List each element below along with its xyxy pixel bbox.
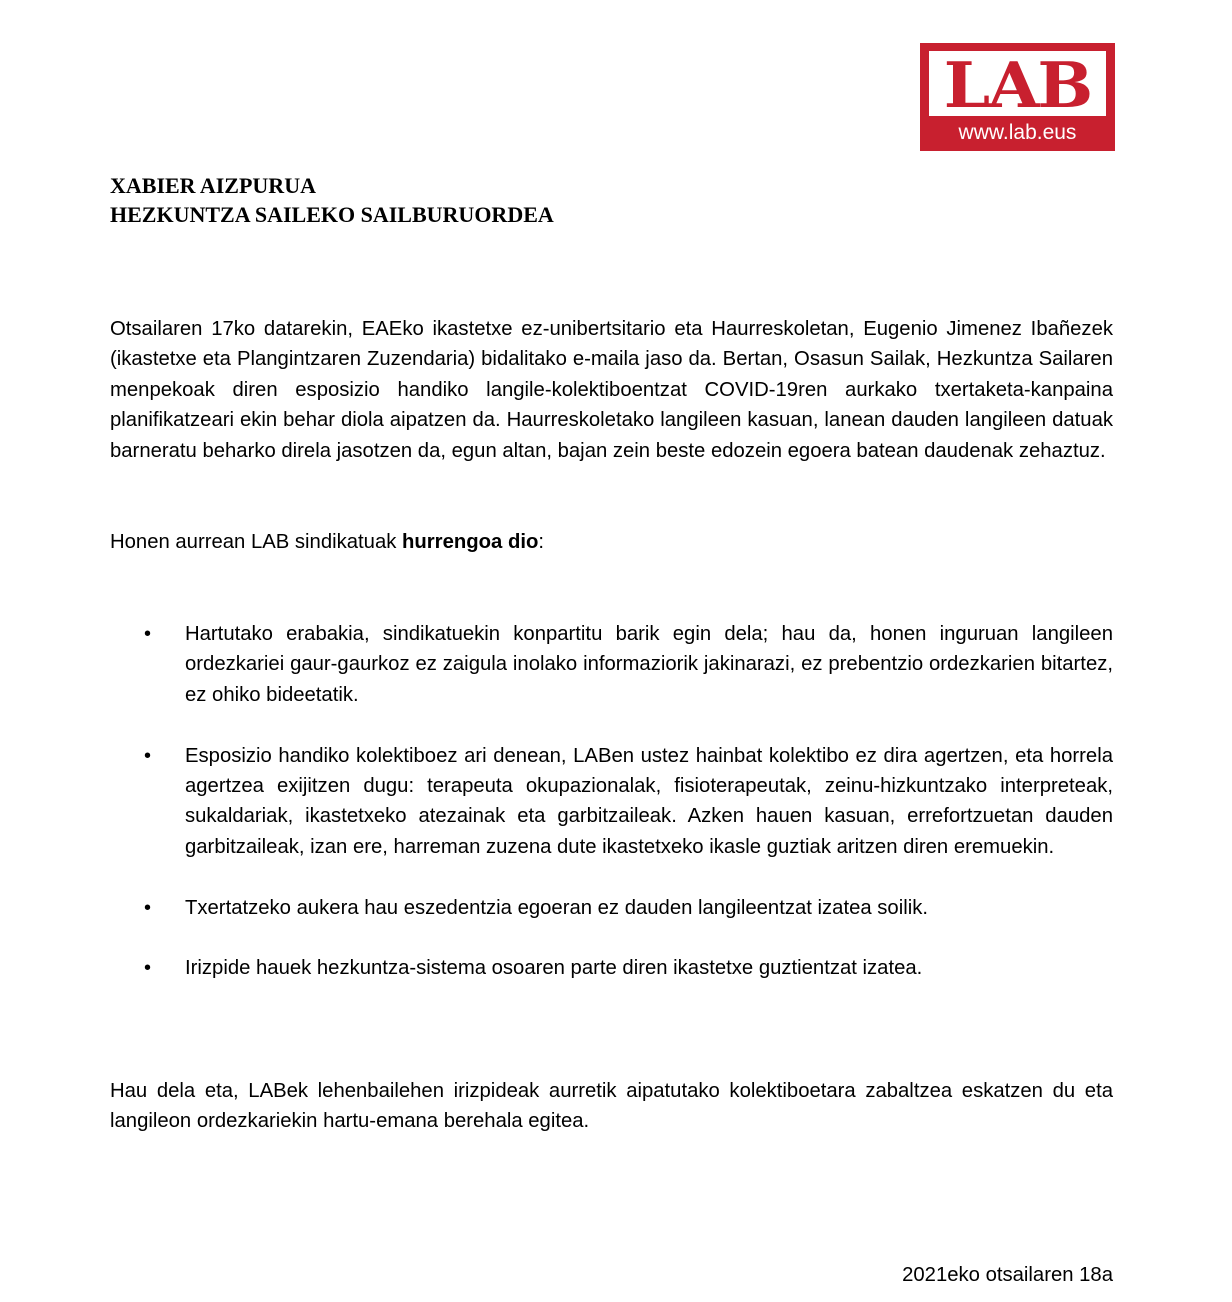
lab-logo-panel bbox=[929, 47, 1106, 122]
list-item-text: Hartutako erabakia, sindikatuekin konpartitu barik egin dela; hau da, honen inguruan langileen ordezkariei gaur-gaurkoz ez zaigula inolako informaziorik jakinarazi, ez prebentzio ordezkarien bitartez, ez ohiko bideetatik. bbox=[185, 623, 1113, 706]
lab-logo-letters: LAB bbox=[943, 47, 1092, 122]
list-item bbox=[110, 893, 1113, 923]
recipient-title: HEZKUNTZA SAILEKO SAILBURUORDEA bbox=[110, 202, 554, 227]
list-item bbox=[110, 741, 1113, 863]
lab-logo bbox=[920, 43, 1115, 151]
intro-paragraph: Otsailaren 17ko datarekin, EAEko ikastetxe ez-unibertsitario eta Haurreskoletan, Eugenio Jimenez Ibañezek (ikastetxe eta Plangintzaren Zuzendaria) bidalitako e-maila jaso da. Bertan, Osasun Sailak, Hezkuntza Sailaren menpekoak diren esposizio handiko langile-kolektiboentzat COVID-19ren aurkako txertaketa-kanpaina planifikatzeari ekin behar diola aipatzen da. Haurreskoletako langileen kasuan, lanean dauden langileen datuak barneratu beharko direla jasotzen da, egun altan, bajan zein beste edozein egoera batean daudenak zehaztuz. bbox=[110, 318, 1113, 462]
recipient-name: XABIER AIZPURUA bbox=[110, 173, 316, 198]
statement-intro-prefix: Honen aurrean LAB sindikatuak bbox=[110, 531, 403, 553]
statement-intro-suffix: : bbox=[538, 531, 544, 553]
list-item-text: Txertatzeko aukera hau eszedentzia egoeran ez dauden langileentzat izatea soilik. bbox=[185, 896, 928, 919]
list-item bbox=[110, 953, 1113, 983]
list-item bbox=[110, 619, 1113, 710]
demands-list bbox=[110, 619, 1113, 1014]
recipient-block bbox=[110, 171, 554, 229]
statement-intro bbox=[110, 527, 1113, 557]
lab-logo-url: www.lab.eus bbox=[958, 121, 1077, 144]
closing-paragraph: Hau dela eta, LABek lehenbailehen irizpideak aurretik aipatutako kolektiboetara zabaltzea eskatzen du eta langileon ordezkariekin hartu-emana berehala egitea. bbox=[110, 1080, 1113, 1133]
bullet-icon: • bbox=[144, 623, 152, 645]
list-item-text: Irizpide hauek hezkuntza-sistema osoaren parte diren ikastetxe guztientzat izatea. bbox=[185, 957, 923, 980]
bullet-icon: • bbox=[144, 957, 152, 980]
document-date: 2021eko otsailaren 18a bbox=[902, 1264, 1113, 1286]
list-item-text: Esposizio handiko kolektiboez ari denean, LABen ustez hainbat kolektibo ez dira agertzen, eta horrela agertzea exijitzen dugu: terapeuta okupazionalak, fisioterapeutak, zeinu-hizkuntzako interpreteak, sukaldariak, ikastetxeko atezainak eta garbitzaileak. Azken hauen kasuan, errefortzuetan dauden garbitzaileak, izan ere, harreman zuzena dute ikastetxeko ikasle guztiak aritzen diren eremuekin. bbox=[185, 744, 1113, 858]
bullet-icon: • bbox=[144, 896, 152, 919]
statement-intro-bold: hurrengoa dio bbox=[402, 531, 539, 553]
bullet-icon: • bbox=[144, 744, 152, 767]
